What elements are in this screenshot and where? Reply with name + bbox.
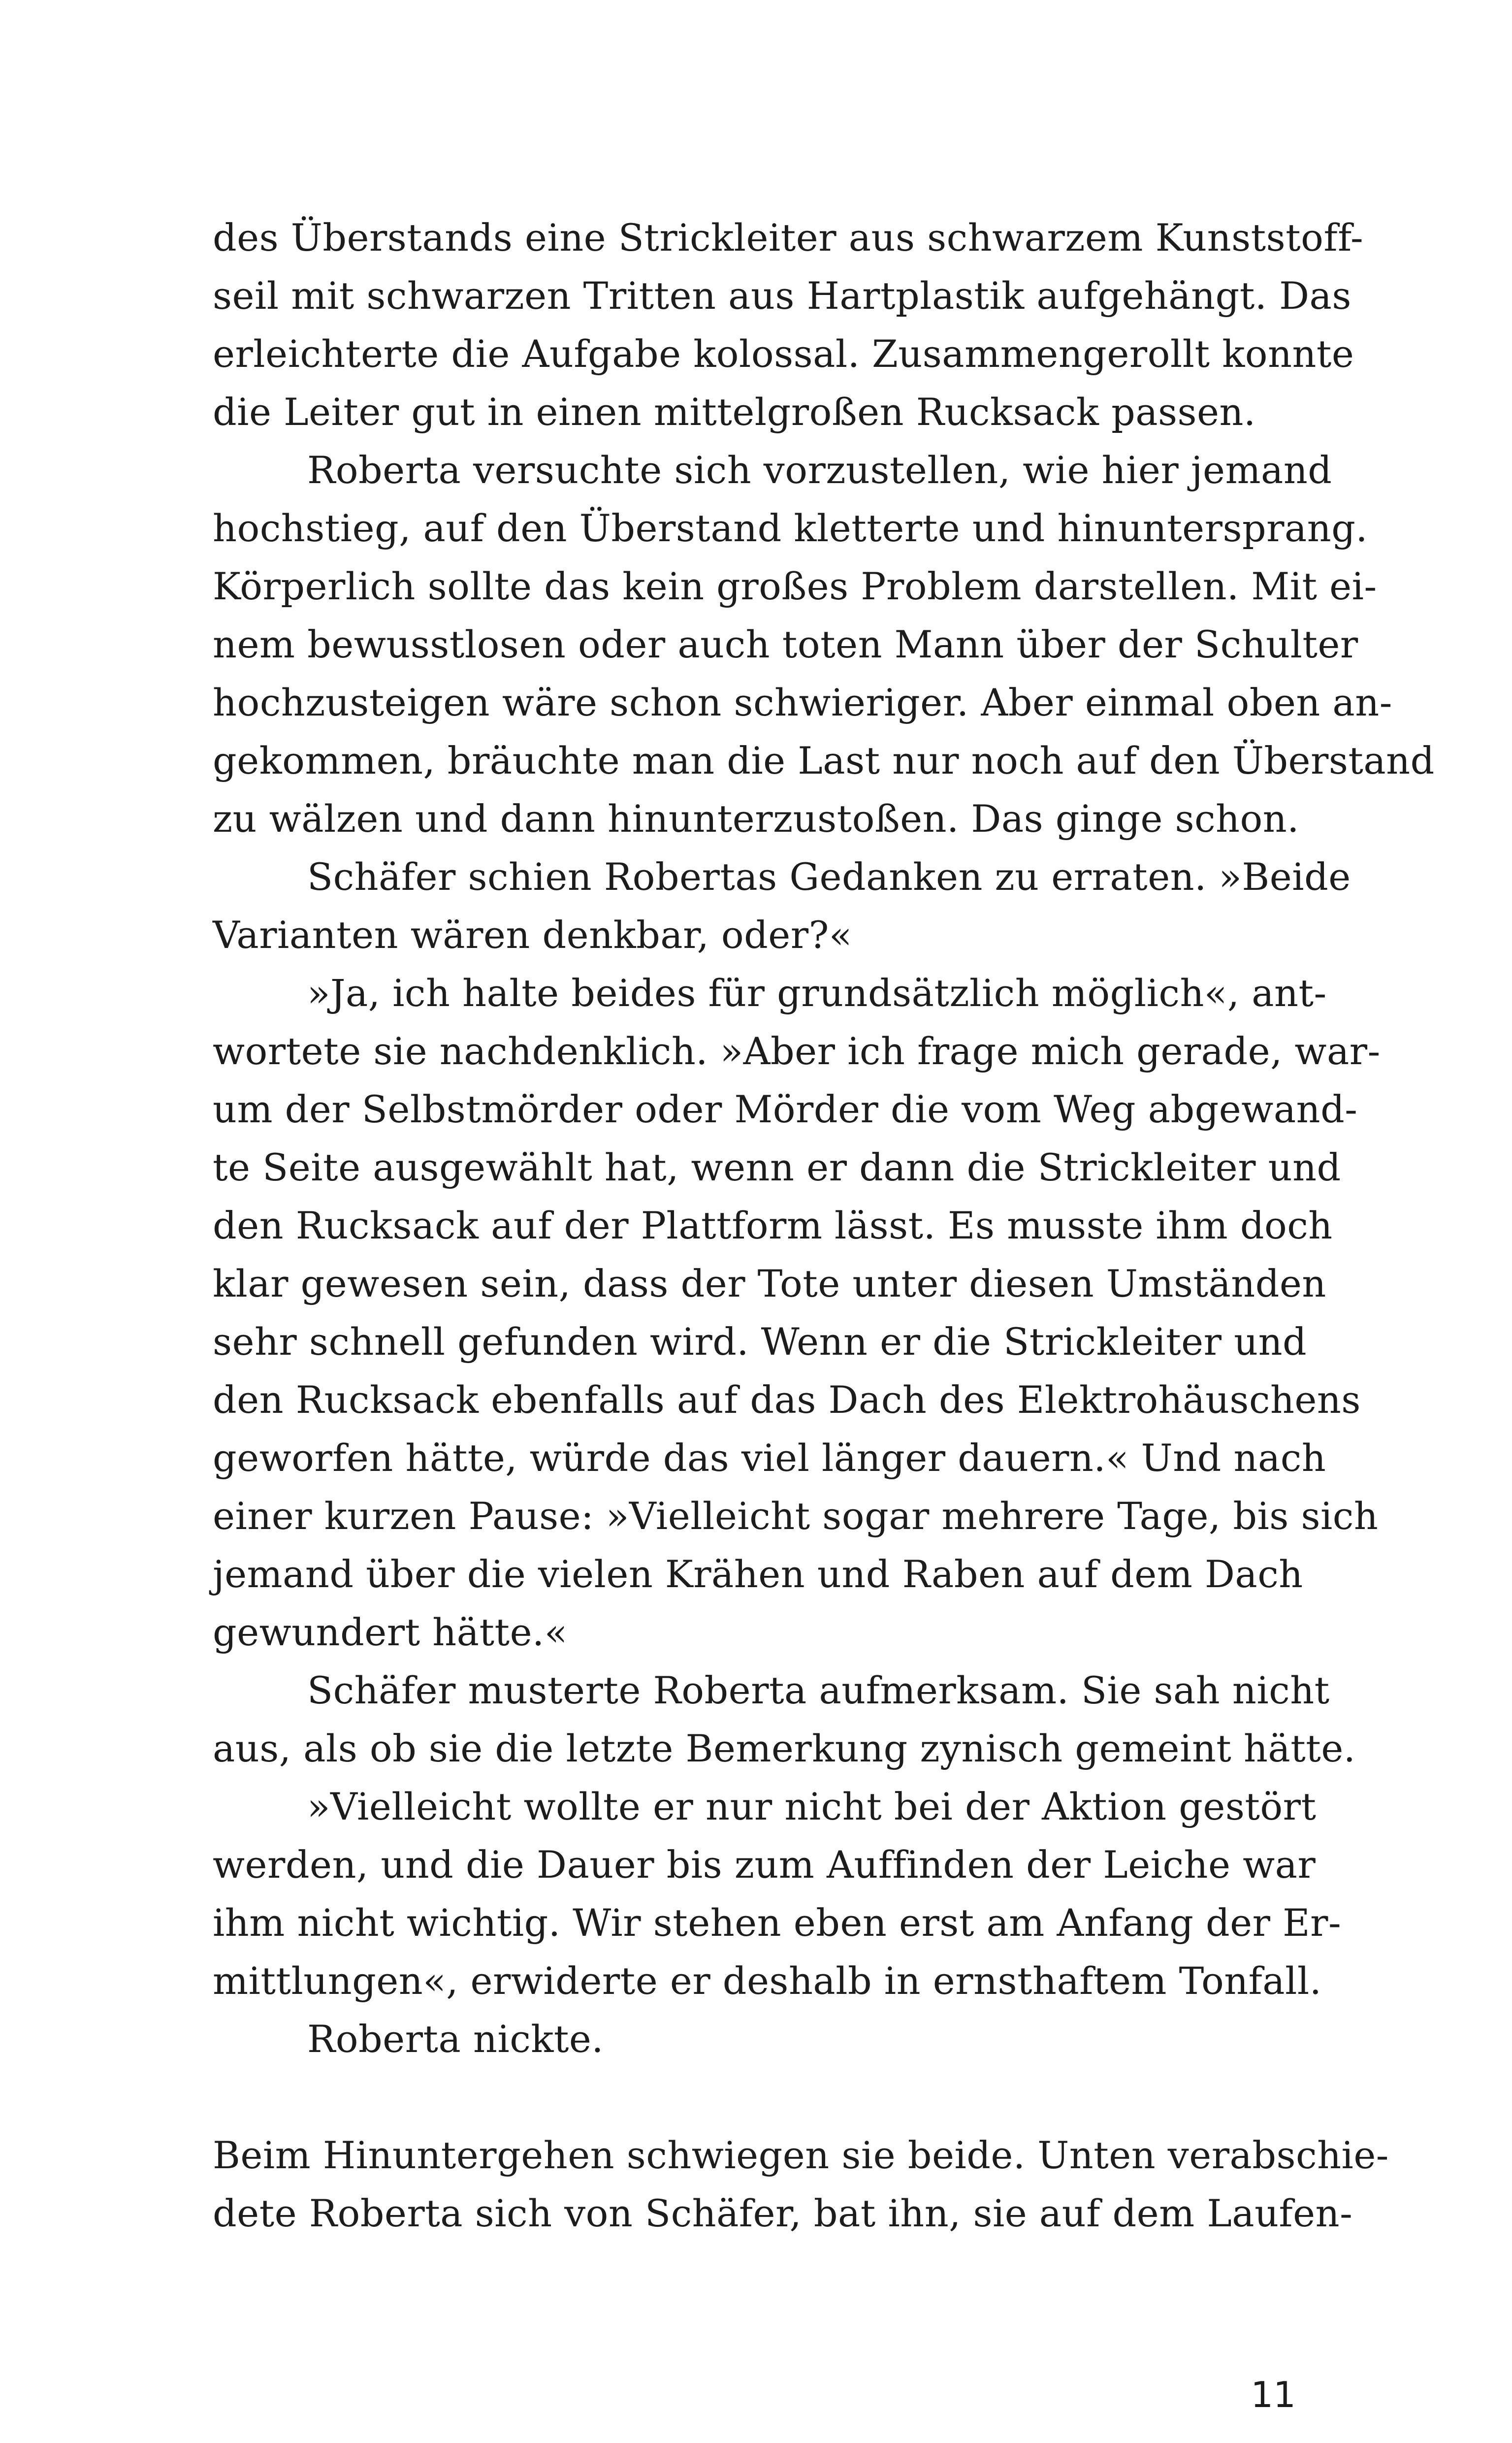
text-line: ihm nicht wichtig. Wir stehen eben erst am Anfang der Er- [213,1901,1342,1945]
text-line: den Rucksack ebenfalls auf das Dach des Elektrohäuschens [213,1378,1361,1422]
text-line: um der Selbstmörder oder Mörder die vom Weg abgewand- [213,1087,1358,1131]
text-line: hochzusteigen wäre schon schwieriger. Aber einmal oben an- [213,681,1392,724]
text-line: zu wälzen und dann hinunterzustoßen. Das ginge schon. [213,797,1299,841]
paragraph [213,2010,1296,2068]
text-line: »Vielleicht wollte er nur nicht bei der Aktion gestört [307,1785,1317,1828]
text-line: dete Roberta sich von Schäfer, bat ihn, sie auf dem Laufen- [213,2191,1353,2235]
section-break [213,2068,1296,2126]
text-line: »Ja, ich halte beides für grundsätzlich möglich«, ant- [307,971,1327,1015]
text-line: werden, und die Dauer bis zum Auffinden der Leiche war [213,1843,1316,1887]
text-line: hochstieg, auf den Überstand kletterte und hinuntersprang. [213,506,1368,550]
text-line: die Leiter gut in einen mittelgroßen Rucksack passen. [213,390,1256,434]
paragraph [213,2126,1389,2243]
text-line: jemand über die vielen Krähen und Raben auf dem Dach [213,1552,1303,1596]
text-line: sehr schnell gefunden wird. Wenn er die Strickleiter und [213,1320,1307,1364]
text-line: mittlungen«, erwiderte er deshalb in ernsthaftem Tonfall. [213,1959,1322,2003]
paragraph [213,848,1351,964]
text-line: Roberta nickte. [307,2017,604,2061]
text-line: einer kurzen Pause: »Vielleicht sogar mehrere Tage, bis sich [213,1494,1379,1538]
body-text [213,209,1435,2243]
page-number: 11 [1251,2374,1296,2415]
paragraph [213,209,1364,441]
text-line: Körperlich sollte das kein großes Problem darstellen. Mit ei- [213,564,1377,608]
text-line: te Seite ausgewählt hat, wenn er dann die Strickleiter und [213,1145,1341,1189]
text-line: seil mit schwarzen Tritten aus Hartplastik aufgehängt. Das [213,274,1351,318]
text-line: Varianten wären denkbar, oder?« [213,913,852,957]
text-line: den Rucksack auf der Plattform lässt. Es musste ihm doch [213,1204,1333,1247]
text-line: gewundert hätte.« [213,1610,568,1654]
text-line: des Überstands eine Strickleiter aus schwarzem Kunststoff- [213,216,1364,260]
text-line: nem bewusstlosen oder auch toten Mann über der Schulter [213,622,1358,666]
text-line: Roberta versuchte sich vorzustellen, wie hier jemand [307,448,1332,492]
text-line: geworfen hätte, würde das viel länger dauern.« Und nach [213,1436,1326,1480]
paragraph [213,441,1435,848]
text-line: Schäfer musterte Roberta aufmerksam. Sie sah nicht [307,1668,1330,1712]
text-line: Schäfer schien Robertas Gedanken zu erraten. »Beide [307,855,1351,899]
text-line: klar gewesen sein, dass der Tote unter diesen Umständen [213,1262,1326,1305]
text-line: wortete sie nachdenklich. »Aber ich frage mich gerade, war- [213,1029,1381,1073]
paragraph [213,964,1381,1661]
paragraph [213,1778,1342,2010]
text-line: Beim Hinuntergehen schwiegen sie beide. Unten verabschie- [213,2133,1389,2177]
text-line: gekommen, bräuchte man die Last nur noch auf den Überstand [213,739,1435,782]
text-line: aus, als ob sie die letzte Bemerkung zynisch gemeint hätte. [213,1726,1356,1770]
paragraph [213,1661,1356,1778]
text-line: erleichterte die Aufgabe kolossal. Zusammengerollt konnte [213,332,1354,376]
